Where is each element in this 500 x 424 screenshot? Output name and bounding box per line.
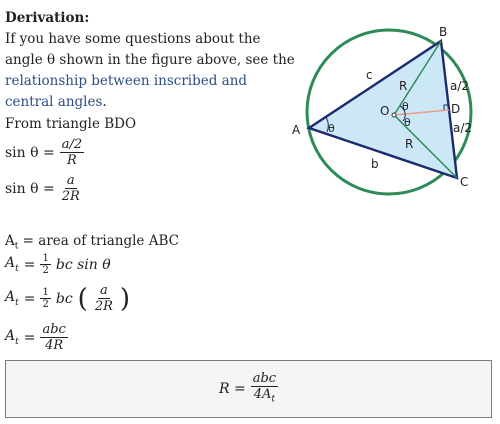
vertex-a-label: A: [292, 123, 301, 137]
section1-label: From triangle BDO: [5, 116, 137, 132]
area2-close-paren: ): [119, 283, 131, 314]
area1-lhs: [5, 255, 19, 274]
radius-upper-label: R: [399, 79, 408, 93]
area1-half-den: 2: [42, 265, 49, 276]
equation-area-3: [5, 322, 68, 353]
area2-fraction: [93, 283, 115, 314]
equation-sin-theta-1: [5, 137, 84, 168]
area2-eq: =: [23, 290, 36, 307]
area1-half-num: 1: [42, 253, 49, 264]
area2-half-den: 2: [42, 299, 49, 310]
result-lhs: R =: [218, 381, 246, 397]
section2-label-text: = area of triangle ABC: [18, 233, 179, 249]
result-num: abc: [252, 370, 277, 386]
area3-fraction: [40, 322, 67, 353]
angle-o-lower-label: θ: [404, 116, 411, 129]
center-point: [392, 113, 396, 117]
equation-area-2: [5, 283, 130, 314]
side-b-label: b: [371, 157, 379, 171]
result-box: [5, 360, 492, 418]
side-a-half-top-label: a/2: [450, 79, 470, 93]
angle-o-upper-label: θ: [402, 100, 409, 113]
area2-half-num: 1: [42, 287, 49, 298]
area3-lhs-sym: A: [5, 328, 16, 345]
result-den-main: 4A: [253, 386, 272, 402]
result-fraction: [251, 371, 278, 408]
equation-sin-theta-2: [5, 173, 82, 204]
derivation-heading: Derivation:: [5, 10, 90, 26]
derivation-intro: [5, 8, 295, 113]
area3-lhs: [5, 328, 19, 347]
eq1-den: R: [67, 153, 77, 168]
result-den-sub: t: [271, 394, 276, 405]
eq2-den: 2R: [61, 189, 80, 204]
vertex-c-label: C: [460, 175, 469, 189]
inscribed-triangle-figure: [288, 18, 500, 214]
area3-num: abc: [42, 322, 66, 337]
eq2-fraction: [60, 173, 82, 204]
equation-area-1: [5, 253, 111, 276]
section2-label: [5, 233, 179, 252]
area1-lhs-sub: t: [15, 263, 19, 274]
area2-lhs-sym: A: [5, 289, 16, 306]
side-a-half-bottom-label: a/2: [453, 121, 473, 135]
area2-lhs: [5, 289, 19, 308]
eq2-lhs: sin θ =: [5, 180, 55, 197]
area3-eq: =: [23, 329, 36, 346]
intro-text-end: .: [102, 94, 107, 110]
relationship-link[interactable]: relationship between inscribed and central angles: [5, 73, 248, 110]
area2-frac-num: a: [99, 283, 108, 298]
vertex-b-label: B: [439, 25, 448, 39]
eq1-fraction: [60, 137, 84, 168]
intro-text: If you have some questions about the angle θ shown in the figure above, see the: [5, 31, 295, 68]
area3-den: 4R: [45, 338, 64, 353]
vertex-d-label: D: [451, 102, 461, 116]
eq2-num: a: [66, 173, 75, 188]
area2-frac-den: 2R: [94, 299, 113, 314]
area2-open-paren: (: [77, 283, 88, 314]
area1-eq: =: [23, 256, 36, 273]
area1-lhs-sym: A: [5, 255, 16, 272]
area2-lhs-sub: t: [15, 297, 19, 308]
area2-half: [40, 287, 50, 310]
area2-rest: bc: [55, 290, 73, 307]
area1-half: [40, 253, 50, 276]
result-den: [252, 387, 277, 408]
radius-lower-label: R: [405, 137, 414, 151]
side-c-label: c: [366, 68, 373, 82]
area3-lhs-sub: t: [15, 336, 19, 347]
center-o-label: O: [380, 104, 390, 118]
section2-label-sym: A: [5, 233, 15, 249]
area1-rest: bc sin θ: [55, 256, 111, 273]
eq1-lhs: sin θ =: [5, 144, 55, 161]
eq1-num: a/2: [61, 137, 83, 152]
result-equation: [219, 371, 278, 408]
section2-label-sub: t: [14, 241, 19, 252]
angle-a-label: θ: [328, 122, 335, 135]
